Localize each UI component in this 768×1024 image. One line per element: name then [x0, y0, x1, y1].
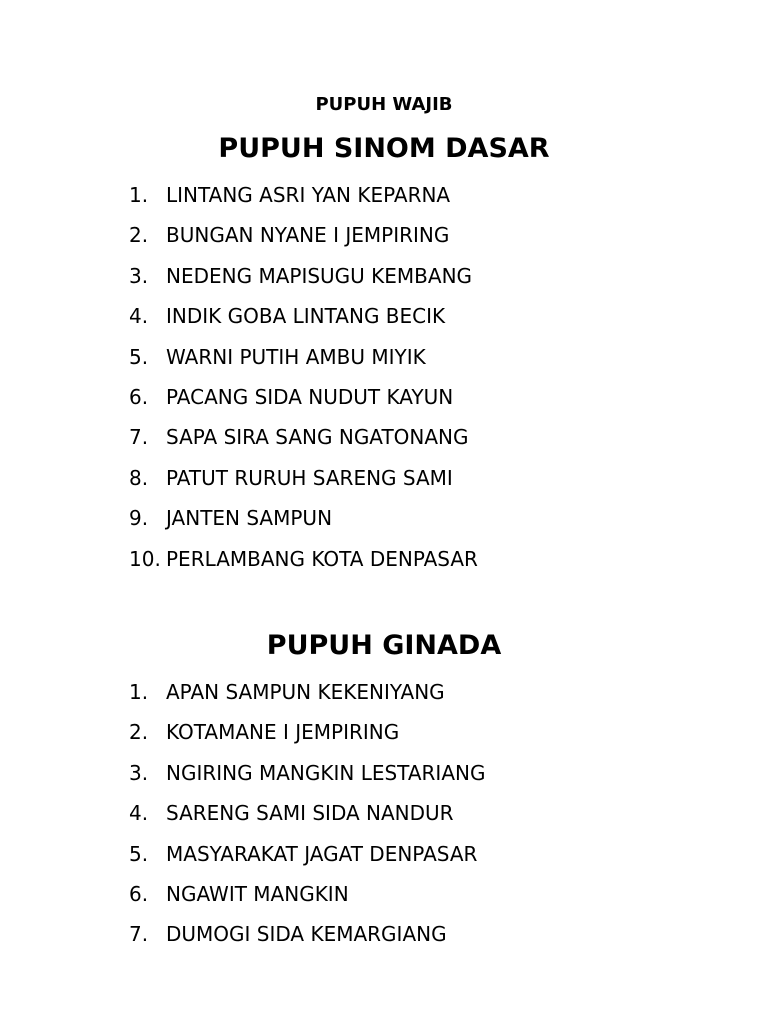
list-item: [129, 506, 478, 546]
list-item: [129, 720, 485, 760]
list-item-number: 7.: [129, 425, 149, 450]
list-item-number: 4.: [129, 304, 149, 329]
section-title-sinom-dasar: PUPUH SINOM DASAR: [218, 133, 550, 164]
list-item-text: NEDENG MAPISUGU KEMBANG: [166, 263, 473, 288]
list-item: [129, 183, 478, 223]
list-item-number: 2.: [129, 223, 149, 248]
list-item-number: 7.: [129, 922, 149, 947]
list-item-text: MASYARAKAT JAGAT DENPASAR: [166, 841, 478, 866]
list-item-text: KOTAMANE I JEMPIRING: [166, 720, 400, 745]
list-item: [129, 425, 478, 465]
list-item-text: BUNGAN NYANE I JEMPIRING: [166, 223, 450, 248]
list-item: [129, 801, 485, 841]
list-item-text: PACANG SIDA NUDUT KAYUN: [166, 384, 454, 409]
list-item: [129, 680, 485, 720]
list-item-number: 3.: [129, 760, 149, 785]
list-item-number: 6.: [129, 384, 149, 409]
list-item-text: LINTANG ASRI YAN KEPARNA: [166, 183, 451, 207]
list-item-text: APAN SAMPUN KEKENIYANG: [166, 680, 445, 704]
list-item: [129, 385, 478, 425]
list-item-text: INDIK GOBA LINTANG BECIK: [166, 304, 446, 329]
list-item: [129, 304, 478, 344]
list-item-text: SAPA SIRA SANG NGATONANG: [166, 425, 469, 450]
list-item-number: 10.: [129, 546, 161, 571]
list-item-number: 2.: [129, 720, 149, 745]
list-item-text: PERLAMBANG KOTA DENPASAR: [166, 546, 478, 571]
list-item-number: 1.: [129, 680, 149, 704]
list-item-number: 8.: [129, 465, 149, 490]
list-item: [129, 922, 485, 962]
list-item-number: 9.: [129, 506, 149, 531]
list-item-number: 6.: [129, 881, 149, 906]
list-item: [129, 345, 478, 385]
list-item-number: 5.: [129, 344, 149, 369]
list-item-number: 4.: [129, 801, 149, 826]
list-item: [129, 466, 478, 506]
list-item-number: 3.: [129, 263, 149, 288]
list-item: [129, 761, 485, 801]
list-item-text: SARENG SAMI SIDA NANDUR: [166, 801, 454, 826]
document-heading: PUPUH WAJIB: [315, 94, 453, 115]
list-item-text: JANTEN SAMPUN: [166, 506, 333, 531]
list-item: [129, 547, 478, 587]
list-item: [129, 264, 478, 304]
list-item-text: NGIRING MANGKIN LESTARIANG: [166, 760, 486, 785]
list-item: [129, 882, 485, 922]
list-item-text: PATUT RURUH SARENG SAMI: [166, 465, 453, 490]
sinom-dasar-list: [129, 183, 478, 587]
list-item-number: 5.: [129, 841, 149, 866]
list-item-text: NGAWIT MANGKIN: [166, 881, 349, 906]
list-item: [129, 842, 485, 882]
list-item-text: WARNI PUTIH AMBU MIYIK: [166, 344, 426, 369]
section-title-ginada: PUPUH GINADA: [266, 630, 502, 661]
ginada-list: [129, 680, 485, 963]
list-item-text: DUMOGI SIDA KEMARGIANG: [166, 922, 447, 947]
list-item: [129, 223, 478, 263]
list-item-number: 1.: [129, 183, 149, 207]
